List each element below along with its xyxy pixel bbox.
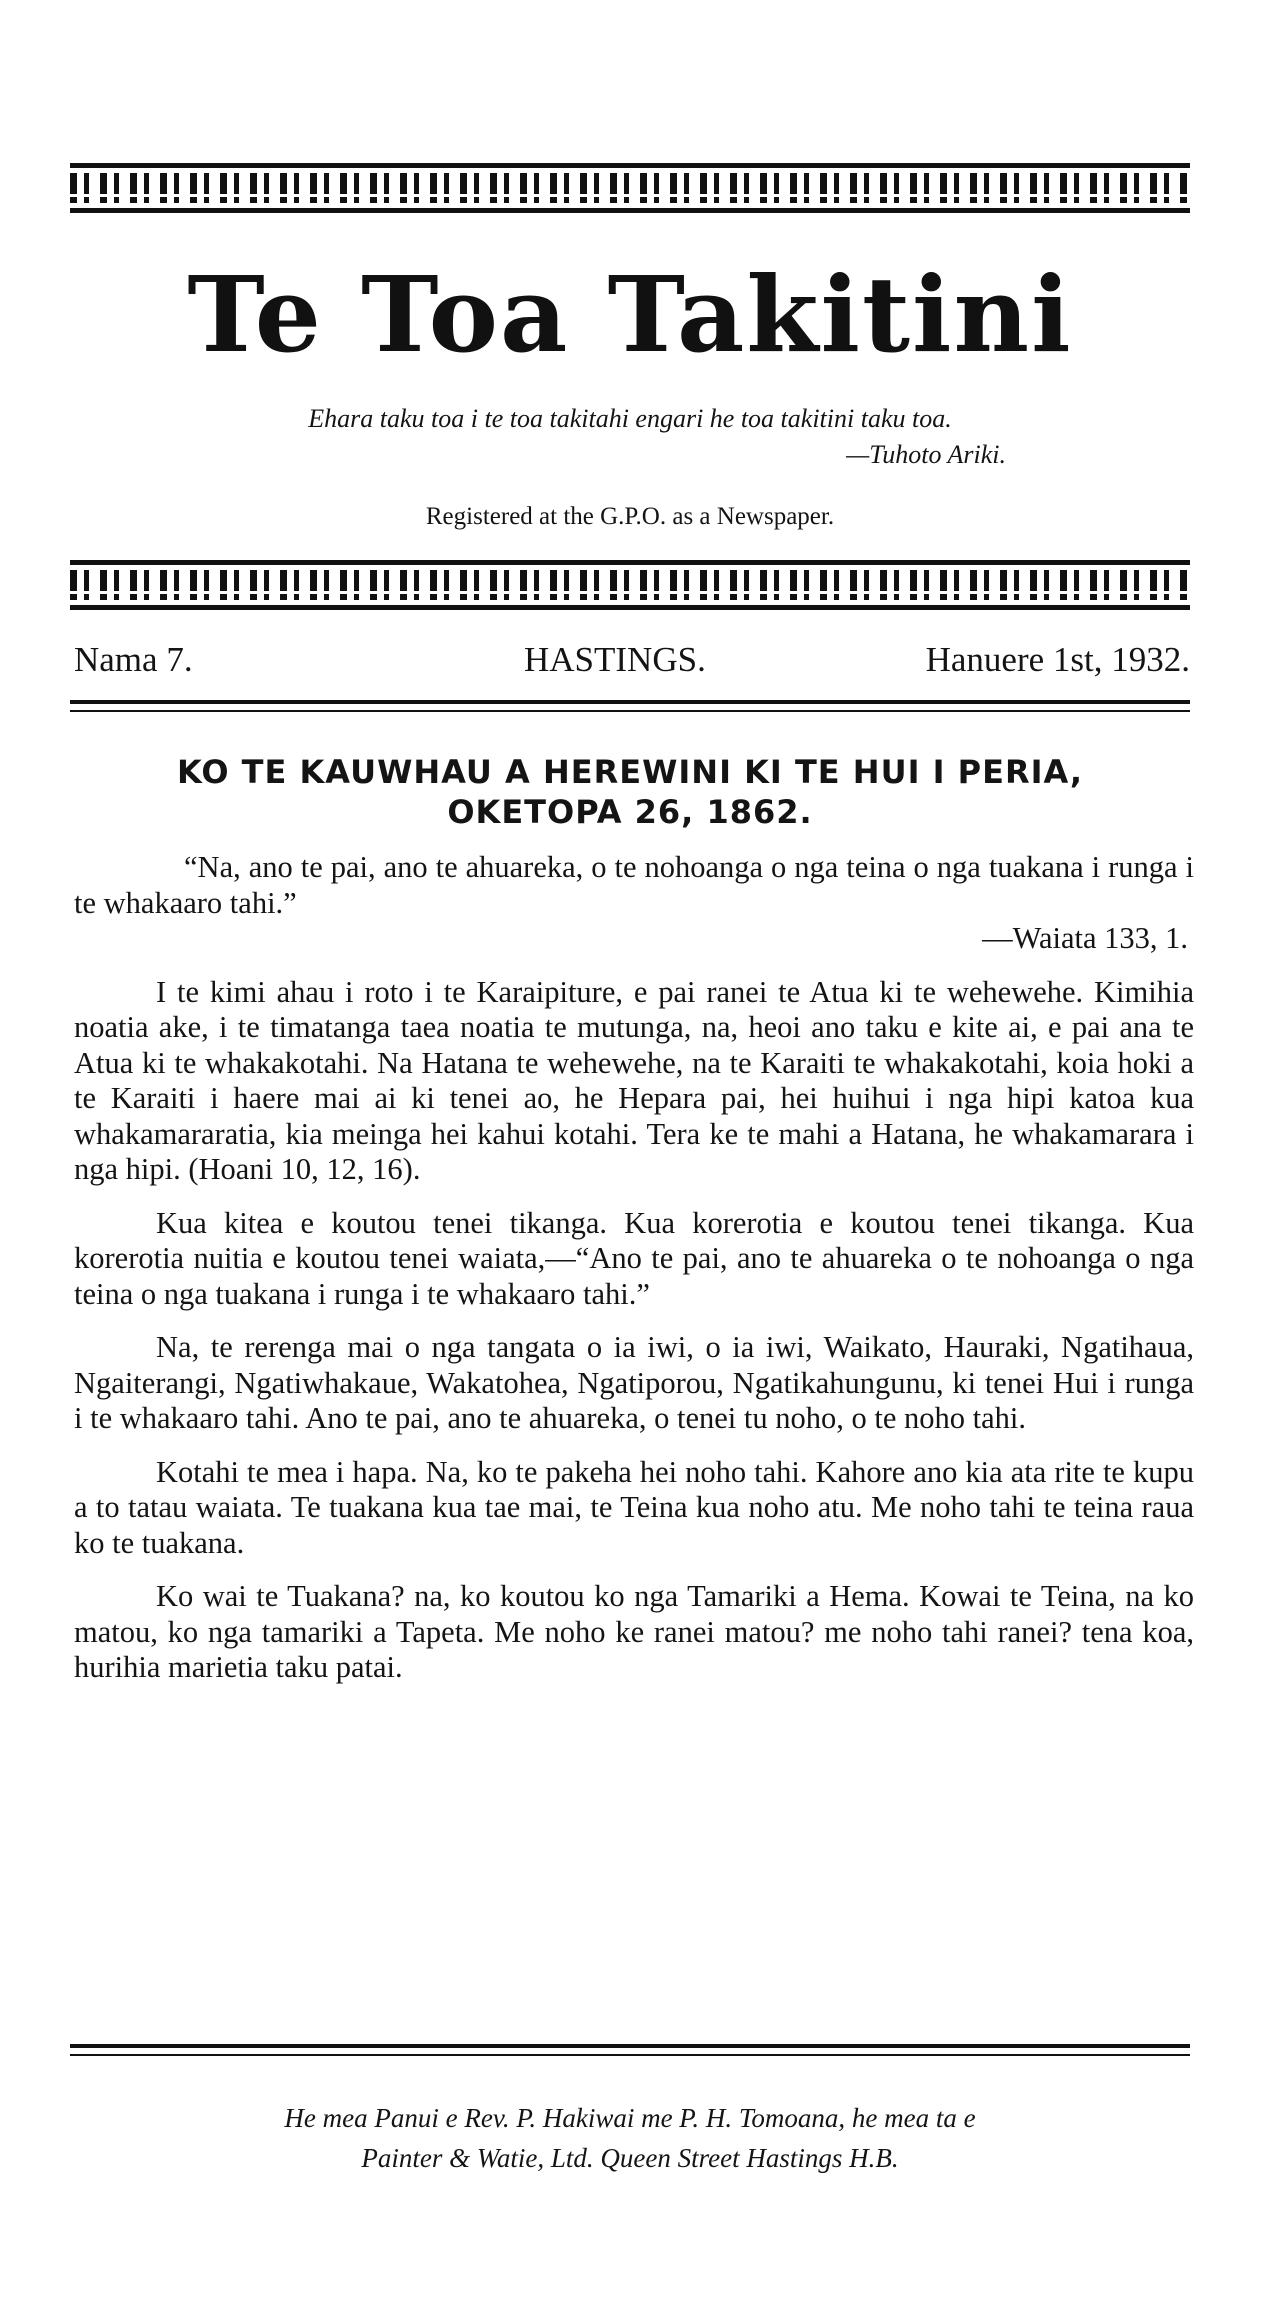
article-paragraph: Na, te rerenga mai o nga tangata o ia iwi, o ia iwi, Waikato, Hauraki, Ngatihaua, Ngaiterangi, Ngatiwhakaue, Wakatohea, Ngatiporou, Ngatikahungunu, ki tenei Hui i runga i te whakaaro tahi. Ano te pai, ano te ahuareka, o tenei tu noho, o te noho tahi.: [74, 1330, 1194, 1435]
top-ornamental-band: [70, 163, 1190, 213]
registration-notice: Registered at the G.P.O. as a Newspaper.: [425, 503, 835, 530]
headline-line-2: OKETOPA 26, 1862.: [447, 793, 813, 831]
headline-line-1: KO TE KAUWHAU A HEREWINI KI TE HUI I PERIA,: [176, 753, 1084, 791]
imprint-line-1: He mea Panui e Rev. P. Hakiwai me P. H. Tomoana, he mea ta e: [284, 2103, 976, 2133]
article-paragraph: I te kimi ahau i roto i te Karaipiture, e pai ranei te Atua ki te wehewehe. Kimihia noatia ake, i te timatanga taea noatia te mutunga, na, heoi ano taku e kite ai, e pai ana te Atua ki te whakakotahi. Na Hatana te wehewehe, na te Karaiti te whakakotahi, koia hoki a te Karaiti i haere mai ai ki tenei ao, he Hepara pai, hei huihui i nga hipi katoa kua whakamararatia, kia meinga hei kahui kotahi. Tera ke te mahi a Hatana, he whakamarara i nga hipi. (Hoani 10, 12, 16).: [74, 974, 1194, 1186]
band-rule: [70, 163, 1190, 168]
band-pattern: [70, 173, 1190, 203]
footer-divider: [70, 2044, 1190, 2056]
printer-imprint: [70, 2098, 1190, 2178]
article-epigraph: “Na, ano te pai, ano te ahuareka, o te nohoanga o nga teina o nga tuakana i runga i te whakaaro tahi.”: [74, 850, 1194, 920]
masthead-motto: Ehara taku toa i te toa takitahi engari he toa takitini taku toa.: [308, 404, 952, 433]
article-paragraph: Kua kitea e koutou tenei tikanga. Kua korerotia e koutou tenei tikanga. Kua korerotia nuitia e koutou tenei waiata,—“Ano te pai, ano te ahuareka o te nohoanga o nga teina o nga tuakana i runga i te whakaaro tahi.”: [74, 1205, 1194, 1311]
band-rule: [70, 208, 1190, 213]
band-rule: [70, 605, 1190, 610]
article-body: [74, 850, 1194, 1704]
issue-date: Hanuere 1st, 1932.: [925, 640, 1190, 679]
masthead-title: Te Toa Takitini: [187, 253, 1073, 376]
article-headline: [70, 752, 1190, 832]
band-rule: [70, 560, 1190, 565]
issue-place: HASTINGS.: [524, 640, 706, 679]
epigraph-reference: —Waiata 133, 1.: [982, 921, 1188, 955]
article-paragraph: Ko wai te Tuakana? na, ko koutou ko nga Tamariki a Hema. Kowai te Teina, na ko matou, ko nga tamariki a Tapeta. Me noho ke ranei matou? me noho tahi ranei? tena koa, hurihia marietia taku patai.: [74, 1579, 1194, 1684]
issue-info-row: [74, 640, 1190, 680]
issue-number: Nama 7.: [74, 640, 193, 679]
imprint-line-2: Painter & Watie, Ltd. Queen Street Hastings H.B.: [361, 2143, 899, 2173]
band-pattern: [70, 570, 1190, 600]
middle-ornamental-band: [70, 560, 1190, 610]
header-divider: [70, 700, 1190, 712]
article-paragraph: Kotahi te mea i hapa. Na, ko te pakeha hei noho tahi. Kahore ano kia ata rite te kupu a to tatau waiata. Te tuakana kua tae mai, te Teina kua noho atu. Me noho tahi te teina raua ko te tuakana.: [74, 1454, 1194, 1560]
motto-attribution: —Tuhoto Ariki.: [846, 440, 1006, 469]
